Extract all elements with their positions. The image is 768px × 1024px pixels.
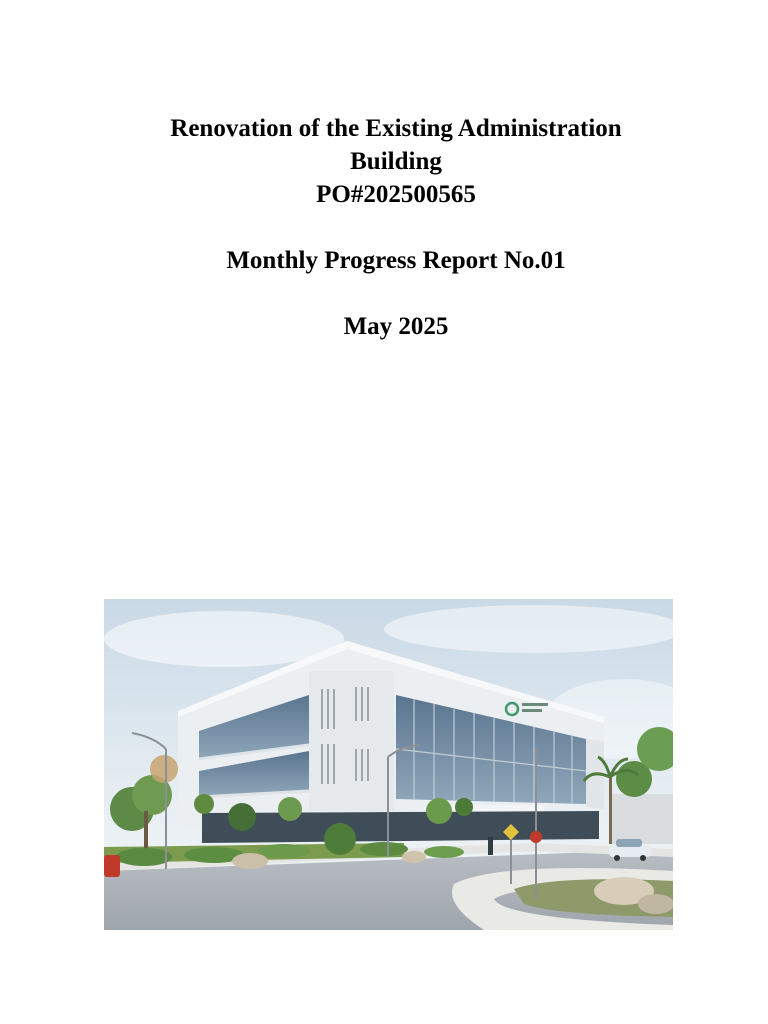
report-title-line-1: Renovation of the Existing Administration bbox=[170, 115, 622, 142]
building-rendering-image bbox=[104, 599, 673, 930]
report-date: May 2025 bbox=[343, 313, 449, 340]
report-subtitle: Monthly Progress Report No.01 bbox=[226, 247, 566, 274]
po-number: PO#202500565 bbox=[316, 181, 476, 208]
report-title-line-2: Building bbox=[350, 148, 442, 175]
spacer bbox=[0, 211, 768, 244]
spacer bbox=[0, 277, 768, 310]
cover-title-block bbox=[0, 112, 768, 343]
